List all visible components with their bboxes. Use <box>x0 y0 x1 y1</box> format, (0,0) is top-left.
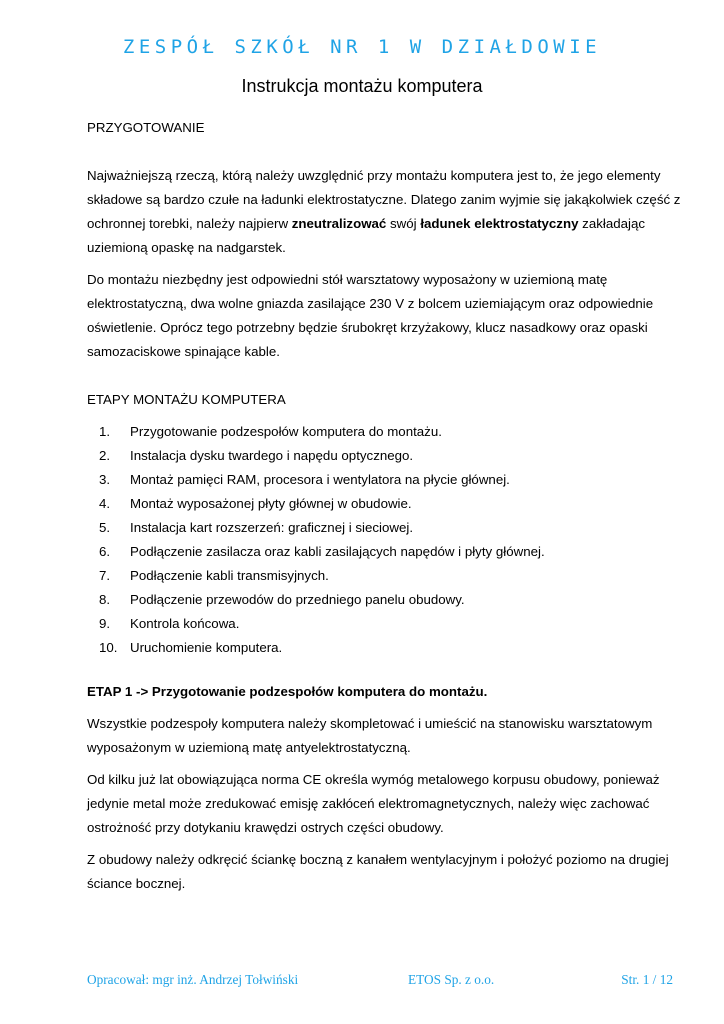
list-item <box>87 516 687 540</box>
list-item-text: Podłączenie kabli transmisyjnych. <box>130 568 329 583</box>
preparation-p1-text-c: swój <box>386 216 421 231</box>
document-title: Instrukcja montażu komputera <box>241 76 483 96</box>
list-item-number: 3. <box>99 472 111 487</box>
list-item-number: 5. <box>99 520 111 535</box>
list-item-text: Podłączenie przewodów do przedniego panelu obudowy. <box>130 592 465 607</box>
list-item-number: 1. <box>99 424 111 439</box>
list-item-number: 2. <box>99 448 111 463</box>
list-item-number: 8. <box>99 592 111 607</box>
preparation-paragraph-1 <box>87 164 687 260</box>
stages-list <box>87 420 687 660</box>
list-item-text: Instalacja kart rozszerzeń: graficznej i sieciowej. <box>130 520 414 535</box>
stage-1-heading: ETAP 1 -> Przygotowanie podzespołów komputera do montażu. <box>87 684 488 699</box>
stages-heading: ETAPY MONTAŻU KOMPUTERA <box>87 392 286 407</box>
list-item <box>87 612 687 636</box>
footer-author: Opracował: mgr inż. Andrzej Tołwiński <box>87 972 299 987</box>
preparation-heading: PRZYGOTOWANIE <box>87 120 205 135</box>
list-item-number: 10. <box>99 640 118 655</box>
list-item <box>87 468 687 492</box>
list-item-text: Montaż wyposażonej płyty głównej w obudowie. <box>130 496 412 511</box>
list-item-text: Podłączenie zasilacza oraz kabli zasilających napędów i płyty głównej. <box>130 544 545 559</box>
preparation-p1-text-d: zakładając uziemioną opaskę na nadgarstek. <box>87 216 646 255</box>
document-body <box>87 116 687 896</box>
list-item-number: 9. <box>99 616 111 631</box>
stage-1-paragraph-1: Wszystkie podzespoły komputera należy skompletować i umieścić na stanowisku warsztatowym wyposażonym w uziemioną matę antyelektrostatyczną. <box>87 716 653 755</box>
list-item <box>87 420 687 444</box>
preparation-p1-bold-charge: ładunek elektrostatyczny <box>420 216 579 231</box>
list-item <box>87 444 687 468</box>
footer-page-number: Str. 1 / 12 <box>621 972 673 987</box>
list-item <box>87 636 687 660</box>
list-item-number: 7. <box>99 568 111 583</box>
list-item <box>87 492 687 516</box>
list-item-number: 4. <box>99 496 111 511</box>
list-item-text: Przygotowanie podzespołów komputera do montażu. <box>130 424 442 439</box>
footer-company: ETOS Sp. z o.o. <box>408 972 495 987</box>
list-item <box>87 588 687 612</box>
list-item-text: Kontrola końcowa. <box>130 616 240 631</box>
stage-1-paragraph-3: Z obudowy należy odkręcić ściankę boczną z kanałem wentylacyjnym i położyć poziomo na drugiej ściance bocznej. <box>87 852 669 891</box>
list-item-number: 6. <box>99 544 111 559</box>
stage-1-paragraph-2: Od kilku już lat obowiązująca norma CE określa wymóg metalowego korpusu obudowy, ponieważ jedynie metal może zredukować emisję zakłóceń elektromagnetycznych, należy więc zachować ostrożność przy dotykaniu krawędzi ostrych części obudowy. <box>87 772 660 835</box>
preparation-p1-text-a: Najważniejszą rzeczą, którą należy uwzględnić przy montażu komputera jest to, że jego elementy składowe są bardzo czułe na ładunki elektrostatyczne. Dlatego zanim wyjmie się jakąkolwiek część z ochronnej torebki, należy najpierw <box>87 168 681 231</box>
preparation-p1-bold-neutralize: zneutralizować <box>291 216 387 231</box>
school-name-header: ZESPÓŁ SZKÓŁ NR 1 W DZIAŁDOWIE <box>122 36 602 58</box>
list-item-text: Instalacja dysku twardego i napędu optycznego. <box>130 448 414 463</box>
list-item <box>87 564 687 588</box>
list-item <box>87 540 687 564</box>
list-item-text: Uruchomienie komputera. <box>130 640 283 655</box>
preparation-paragraph-2: Do montażu niezbędny jest odpowiedni stół warsztatowy wyposażony w uziemioną matę elektrostatyczną, dwa wolne gniazda zasilające 230 V z bolcem uziemiającym oraz odpowiednie oświetlenie. Oprócz tego potrzebny będzie śrubokręt krzyżakowy, klucz nasadkowy oraz opaski samozaciskowe spinające kable. <box>87 272 654 359</box>
list-item-text: Montaż pamięci RAM, procesora i wentylatora na płycie głównej. <box>130 472 510 487</box>
